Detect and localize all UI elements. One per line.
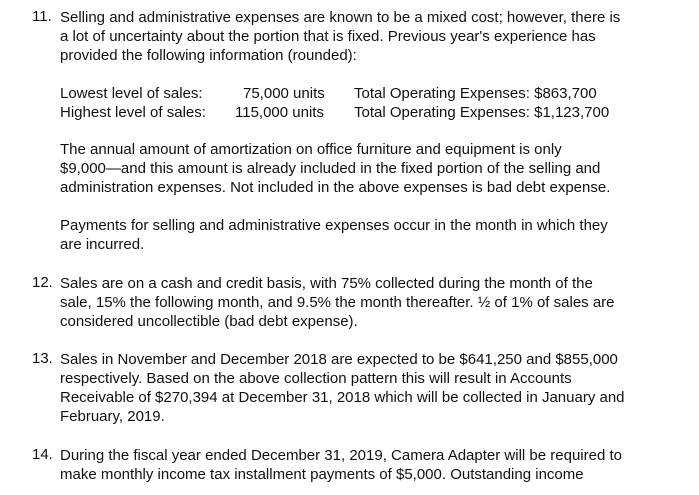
text-line: February, 2019.	[60, 408, 165, 425]
text-line: provided the following information (rounded):	[60, 47, 357, 64]
text-line: Selling and administrative expenses are known to be a mixed cost; however, there is	[60, 9, 621, 26]
text-line: Sales are on a cash and credit basis, with 75% collected during the month of the	[60, 275, 593, 292]
text-line: The annual amount of amortization on office furniture and equipment is only	[60, 141, 562, 158]
operating-expenses: Total Operating Expenses: $863,700	[354, 85, 597, 102]
item-number: 13.	[32, 350, 53, 367]
text-line: During the fiscal year ended December 31, 2019, Camera Adapter will be required to	[60, 447, 622, 464]
sales-units: 75,000 units	[243, 85, 325, 102]
item-13-text	[60, 350, 690, 426]
text-line: make monthly income tax installment payments of $5,000. Outstanding income	[60, 466, 584, 483]
text-line: sale, 15% the following month, and 9.5% the month thereafter. ½ of 1% of sales are	[60, 294, 615, 311]
item-11-paragraph-2	[60, 140, 690, 197]
text-line: considered uncollectible (bad debt expense).	[60, 313, 358, 330]
item-14-text	[60, 446, 690, 484]
text-line: are incurred.	[60, 236, 145, 253]
item-12-text	[60, 274, 690, 331]
text-line: $9,000—and this amount is already included in the fixed portion of the selling and	[60, 160, 601, 177]
text-line: respectively. Based on the above collection pattern this will result in Accounts	[60, 370, 572, 387]
item-11-paragraph-3	[60, 216, 690, 254]
item-number: 12.	[32, 274, 53, 291]
text-line: administration expenses. Not included in the above expenses is bad debt expense.	[60, 179, 611, 196]
operating-expenses: Total Operating Expenses: $1,123,700	[354, 104, 610, 121]
text-line: Receivable of $270,394 at December 31, 2018 which will be collected in January and	[60, 389, 625, 406]
sales-level-label: Lowest level of sales:	[60, 85, 203, 102]
item-11-intro	[60, 8, 690, 65]
sales-units: 115,000 units	[235, 104, 324, 121]
item-number: 11.	[32, 8, 52, 25]
text-line: Payments for selling and administrative expenses occur in the month in which they	[60, 217, 608, 234]
text-line: Sales in November and December 2018 are expected to be $641,250 and $855,000	[60, 351, 618, 368]
item-number: 14.	[32, 446, 53, 463]
text-line: a lot of uncertainty about the portion that is fixed. Previous year's experience has	[60, 28, 596, 45]
sales-level-label: Highest level of sales:	[60, 104, 206, 121]
